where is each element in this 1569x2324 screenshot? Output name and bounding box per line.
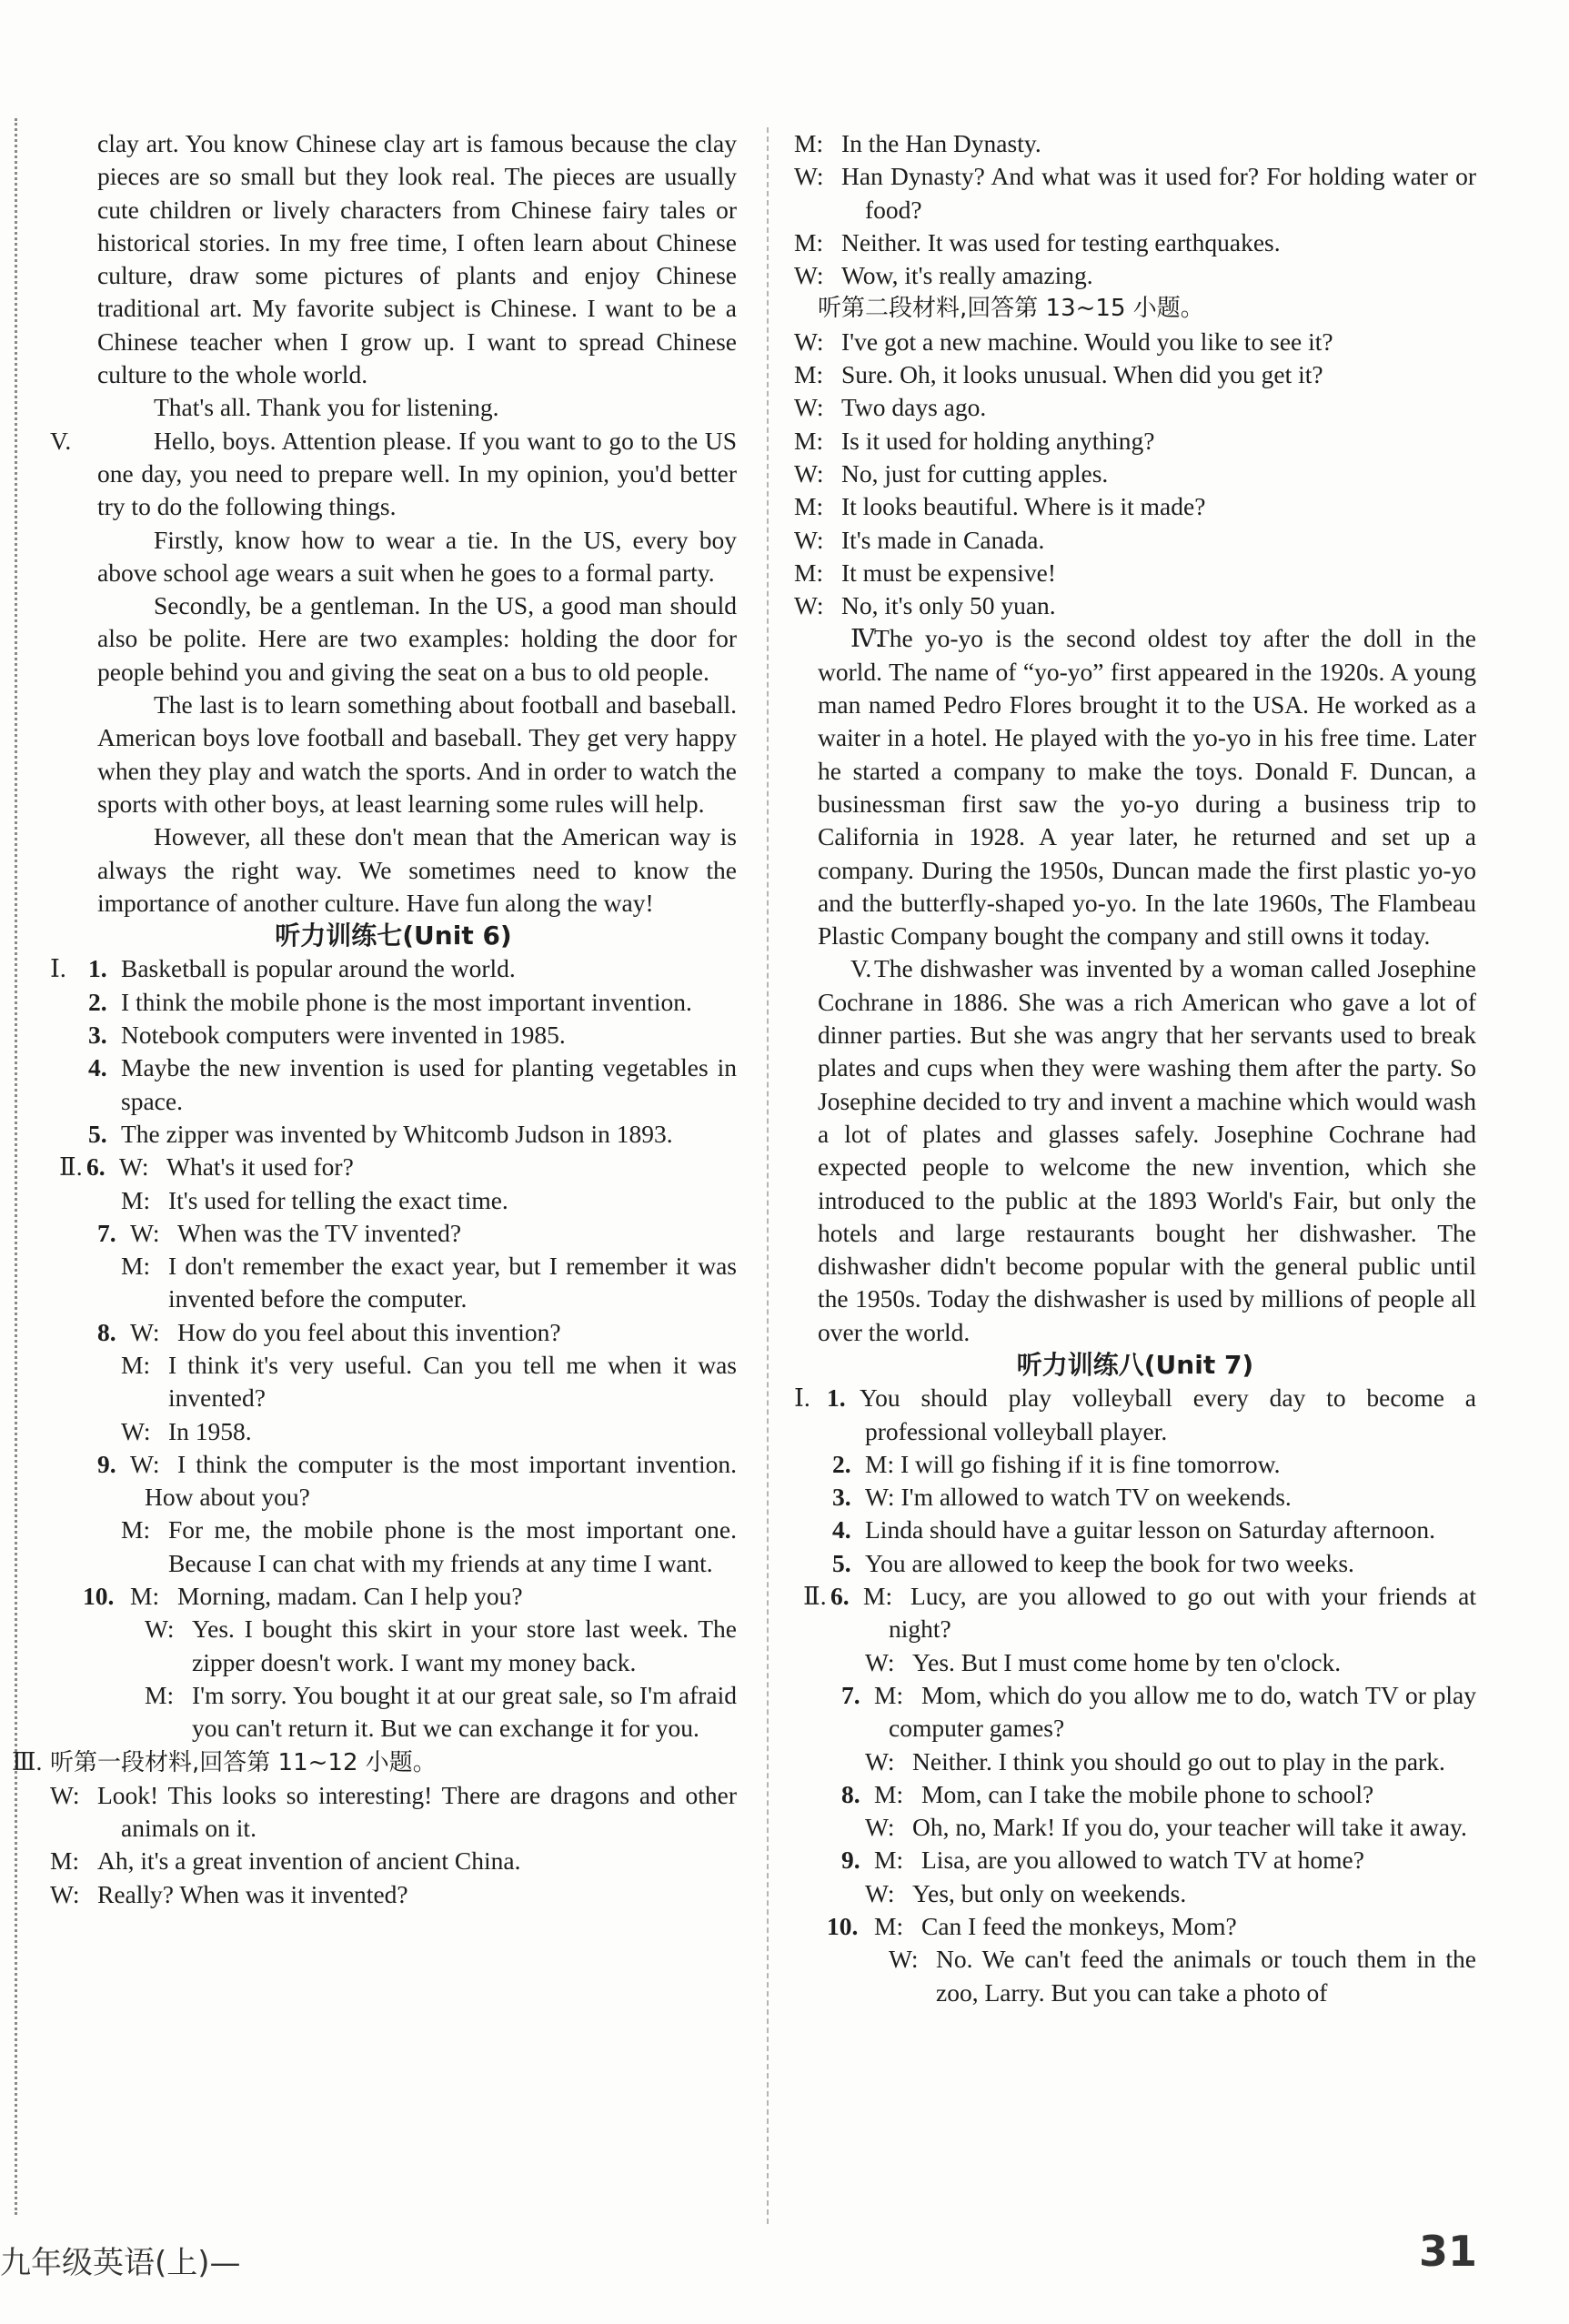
section-title [12,1746,737,1779]
dialogue-text: Han Dynasty? And what was it used for? For holding water or food? [841,162,1476,224]
speaker-label: W: [865,1647,895,1676]
dialogue-text: I think it's very useful. Can you tell me when it was invented? [168,1350,737,1413]
item-text: Notebook computers were invented in 1985. [121,1021,566,1050]
speaker-label: W: [889,1945,919,1974]
dialogue-line [50,1779,737,1846]
dialogue-line [50,1845,737,1877]
section-numeral: Ⅰ. [794,1383,810,1413]
dialogue-text: I don't remember the exact year, but I remember it was invented before the computer. [168,1252,737,1313]
item-number: 9. [841,1846,860,1875]
dialogue-text: No. We can't feed the animals or touch them in the zoo, Larry. But you can take a photo of [936,1945,1476,2007]
item-number: 1. [88,954,107,983]
item-text: I think the mobile phone is the most important invention. [121,987,692,1016]
speaker-label: W: [121,1416,151,1445]
dialogue-line [50,1184,737,1217]
dialogue-line [50,1217,737,1250]
item-number: 4. [832,1515,851,1544]
list-item [794,1481,1476,1514]
dialogue-text: It's used for telling the exact time. [168,1185,508,1214]
dialogue-line [50,1613,737,1679]
item-number: 8. [97,1317,116,1346]
section-numeral: Ⅰ. [50,954,66,983]
dialogue-text: Wow, it's really amazing. [841,261,1093,290]
speaker-label: M: [874,1680,904,1709]
speaker-label: M: [794,360,824,389]
dialogue-text: I'm sorry. You bought it at our great sale, so I'm afraid you can't return it. But we can exchange it for you. [192,1680,737,1743]
list-item [794,1382,1476,1448]
dialogue-text: Oh, no, Mark! If you do, your teacher will take it away. [912,1813,1467,1842]
item-text: You should play volleyball every day to become a professional volleyball player. [860,1383,1476,1445]
dialogue-text: Yes. I bought this skirt in your store last week. The zipper doesn't work. I want my money back. [192,1615,737,1676]
dialogue-line [794,358,1476,391]
speaker-label: M: [874,1779,904,1808]
dialogue-text: Mom, can I take the mobile phone to school? [921,1779,1374,1808]
dialogue-text: It must be expensive! [841,558,1056,587]
dialogue-text: In 1958. [168,1416,252,1445]
speaker-label: W: [119,1152,149,1182]
speaker-label: M: [874,1912,904,1941]
left-column [12,127,737,1911]
paragraph-v [50,425,737,524]
column-divider [767,127,769,2224]
item-number: 2. [832,1449,851,1478]
dialogue-line [50,1514,737,1580]
paragraph-text: The dishwasher was invented by a woman called Josephine Cochrane in 1886. She was a rich American who gave a lot of dinner parties. But she was angry that her servants used to break plates and cups when they were washing them after the party. So Josephine decided to try and invent a machine which would wash a lot of plates and glasses safely. Josephine Cochrane had expected people to welcome the new invention, which she introduced to the public at the 1893 World's Fair, but only the hotels and large restaurants bought her dishwasher. The dishwasher didn't become popular with the general public until the 1950s. Today the dishwasher is used by millions of people all over the world. [818,954,1476,1346]
dialogue-text: Is it used for holding anything? [841,426,1155,455]
speaker-label: W: [794,591,824,620]
dialogue-line [794,1811,1476,1844]
dialogue-text: Morning, madam. Can I help you? [177,1582,523,1611]
paragraph-text: Hello, boys. Attention please. If you want to go to the US one day, you need to prepare well. In my opinion, you'd better try to do the following things. [97,426,737,521]
dialogue-line [794,1580,1476,1646]
dialogue-line [794,1943,1476,2009]
paragraph: Firstly, know how to wear a tie. In the US, every boy above school age wears a suit when he goes to a formal party. [97,525,737,587]
item-number: 10. [827,1912,859,1941]
speaker-label: M: [794,227,824,257]
section-numeral: Ⅳ. [850,624,882,653]
item-number: 10. [83,1582,115,1611]
dialogue-line [794,1646,1476,1679]
dialogue-line [794,259,1476,292]
item-text: M: I will go fishing if it is fine tomorrow. [865,1449,1281,1478]
speaker-label: W: [130,1218,160,1247]
list-item [794,1448,1476,1481]
speaker-label: M: [121,1185,151,1214]
dialogue-text: Two days ago. [841,393,987,422]
list-item [50,986,737,1019]
dialogue-line [50,1316,737,1349]
dialogue-line [794,557,1476,589]
dialogue-text: Lisa, are you allowed to watch TV at home? [921,1846,1364,1875]
dialogue-text: It looks beautiful. Where is it made? [841,492,1206,521]
speaker-label: M: [50,1846,80,1876]
speaker-label: W: [130,1449,160,1478]
dialogue-line [794,589,1476,622]
dialogue-text: Can I feed the monkeys, Mom? [921,1912,1237,1941]
item-text: Linda should have a guitar lesson on Saturday afternoon. [865,1515,1435,1544]
list-item [794,1547,1476,1580]
item-number: 5. [832,1548,851,1577]
list-item [794,1514,1476,1546]
dialogue-line [50,1415,737,1448]
item-number: 1. [827,1383,846,1413]
speaker-label: M: [121,1515,151,1544]
section-title-text: 听第一段材料,回答第 11~12 小题。 [50,1748,437,1776]
dialogue-line [50,1679,737,1746]
paragraph: However, all these don't mean that the American way is always the right way. We sometimes need to know the importance of another culture. Have fun along the way! [97,822,737,917]
speaker-label: W: [50,1780,80,1809]
item-number: 5. [88,1119,107,1148]
item-number: 3. [832,1483,851,1512]
speaker-label: M: [874,1846,904,1875]
speaker-label: W: [145,1615,175,1644]
dialogue-line [50,1349,737,1415]
dialogue-line [794,524,1476,557]
paragraph: clay art. You know Chinese clay art is famous because the clay pieces are so small but they look real. The pieces are usually cute children or lively characters from Chinese fairy tales or historical stories. In my free time, I often learn about Chinese culture, draw some pictures of plants and enjoy Chinese traditional art. My favorite subject is Chinese. I want to be a Chinese teacher when I grow up. I want to spread Chinese culture to the whole world. [97,129,737,389]
dialogue-text: I think the computer is the most important invention. How about you? [145,1449,737,1512]
dialogue-line [794,1844,1476,1876]
dialogue-text: Sure. Oh, it looks unusual. When did you get it? [841,360,1323,389]
dialogue-line [794,160,1476,226]
speaker-label: W: [865,1813,895,1842]
dialogue-text: Mom, which do you allow me to do, watch TV or play computer games? [889,1680,1476,1743]
dialogue-line [794,1910,1476,1943]
speaker-label: M: [121,1252,151,1281]
speaker-label: W: [794,393,824,422]
dialogue-text: Lucy, are you allowed to go out with your friends at night? [889,1582,1476,1644]
list-item [50,1118,737,1151]
dialogue-line [794,1778,1476,1811]
section-numeral: Ⅱ. [803,1582,827,1611]
item-number: 7. [841,1680,860,1709]
dialogue-text: When was the TV invented? [177,1218,462,1247]
dialogue-text: For me, the mobile phone is the most important one. Because I can chat with my friends at any time I want. [168,1515,737,1577]
speaker-label: M: [794,558,824,587]
book-title-footer: 九年级英语(上)— [0,2245,241,2281]
item-number: 6. [86,1152,106,1182]
item-text: You are allowed to keep the book for two weeks. [865,1548,1354,1577]
dialogue-text: How do you feel about this invention? [177,1317,561,1346]
dialogue-line [794,1746,1476,1778]
page-number: 31 [1419,2227,1478,2276]
speaker-label: W: [794,162,824,191]
dialogue-line [794,226,1476,259]
item-number: 2. [88,987,107,1016]
dialogue-line [794,326,1476,358]
dialogue-text: No, it's only 50 yuan. [841,591,1056,620]
dialogue-text: I've got a new machine. Would you like to see it? [841,327,1333,356]
speaker-label: W: [794,261,824,290]
speaker-label: M: [145,1680,175,1709]
paragraph-v [818,952,1476,1349]
section-title: 听第二段材料,回答第 13~15 小题。 [818,295,1204,323]
dialogue-text: Neither. It was used for testing earthquakes. [841,227,1281,257]
speaker-label: M: [794,426,824,455]
dialogue-line [50,1580,737,1613]
dialogue-line [794,1679,1476,1746]
right-column [794,127,1476,2009]
paragraph: Secondly, be a gentleman. In the US, a good man should also be polite. Here are two examples: holding the door for people behind you and giving the seat on a bus to old people. [97,591,737,686]
dialogue-text: Neither. I think you should go out to play in the park. [912,1746,1445,1776]
dialogue-line [794,425,1476,458]
paragraph: That's all. Thank you for listening. [154,393,499,422]
speaker-label: W: [130,1317,160,1346]
item-text: Basketball is popular around the world. [121,954,516,983]
dialogue-text: What's it used for? [166,1152,354,1182]
dialogue-line [794,1877,1476,1910]
speaker-label: W: [865,1746,895,1776]
speaker-label: M: [130,1582,160,1611]
dialogue-line [794,490,1476,523]
dialogue-text: Yes. But I must come home by ten o'clock. [912,1647,1342,1676]
speaker-label: M: [794,129,824,157]
item-text: The zipper was invented by Whitcomb Judson in 1893. [121,1119,673,1148]
speaker-label: W: [794,458,824,488]
dialogue-line [50,1448,737,1514]
paragraph-text: The yo-yo is the second oldest toy after the doll in the world. The name of “yo-yo” first appeared in the 1920s. A young man named Pedro Flores brought it to the USA. He worked as a waiter in a hotel. He played with the yo-yo in his free time. Later he started a company to make the toys. Donald F. Duncan, a businessman first saw the yo-yo during a business trip to California in 1928. A year later, he returned and set up a company. During the 1950s, Duncan made the first plastic yo-yo and the butterfly-shaped yo-yo. In the late 1960s, The Flambeau Plastic Company bought the company and still owns it today. [818,624,1476,951]
speaker-label: W: [794,327,824,356]
section-numeral: Ⅲ. [12,1746,43,1776]
dialogue-line [794,391,1476,424]
section-heading: 听力训练七(Unit 6) [275,921,512,951]
dialogue-line [794,127,1476,160]
dialogue-text: Ah, it's a great invention of ancient China. [97,1846,521,1876]
dialogue-line [50,1151,737,1183]
dialogue-text: Look! This looks so interesting! There are dragons and other animals on it. [97,1780,737,1843]
item-number: 7. [97,1218,116,1247]
dialogue-text: Really? When was it invented? [97,1879,408,1908]
list-item [50,952,737,985]
dialogue-line [50,1878,737,1911]
item-text: Maybe the new invention is used for planting vegetables in space. [121,1053,737,1115]
section-numeral: V. [850,954,872,983]
item-number: 9. [97,1449,116,1478]
section-numeral: Ⅱ. [59,1152,83,1182]
list-item [50,1051,737,1118]
dialogue-text: In the Han Dynasty. [841,129,1041,157]
dialogue-text: Yes, but only on weekends. [912,1878,1187,1907]
item-number: 3. [88,1021,107,1050]
section-numeral: V. [50,426,72,455]
paragraph: The last is to learn something about football and baseball. American boys love football and baseball. They get very happy when they play and watch the sports. And in order to watch the sports with other boys, at least learning some rules will help. [97,690,737,818]
dialogue-text: No, just for cutting apples. [841,458,1109,488]
section-heading: 听力训练八(Unit 7) [1016,1349,1254,1380]
speaker-label: M: [863,1582,893,1611]
speaker-label: W: [794,525,824,554]
speaker-label: M: [794,492,824,521]
item-number: 6. [830,1582,850,1611]
item-number: 8. [841,1779,860,1808]
item-number: 4. [88,1053,107,1082]
dialogue-text: It's made in Canada. [841,525,1045,554]
list-item [50,1019,737,1051]
item-text: W: I'm allowed to watch TV on weekends. [865,1483,1292,1512]
speaker-label: W: [50,1879,80,1908]
speaker-label: M: [121,1350,151,1379]
binding-margin-dots [15,118,17,2215]
speaker-label: W: [865,1878,895,1907]
paragraph-iv [818,622,1476,952]
dialogue-line [794,458,1476,490]
dialogue-line [50,1250,737,1316]
